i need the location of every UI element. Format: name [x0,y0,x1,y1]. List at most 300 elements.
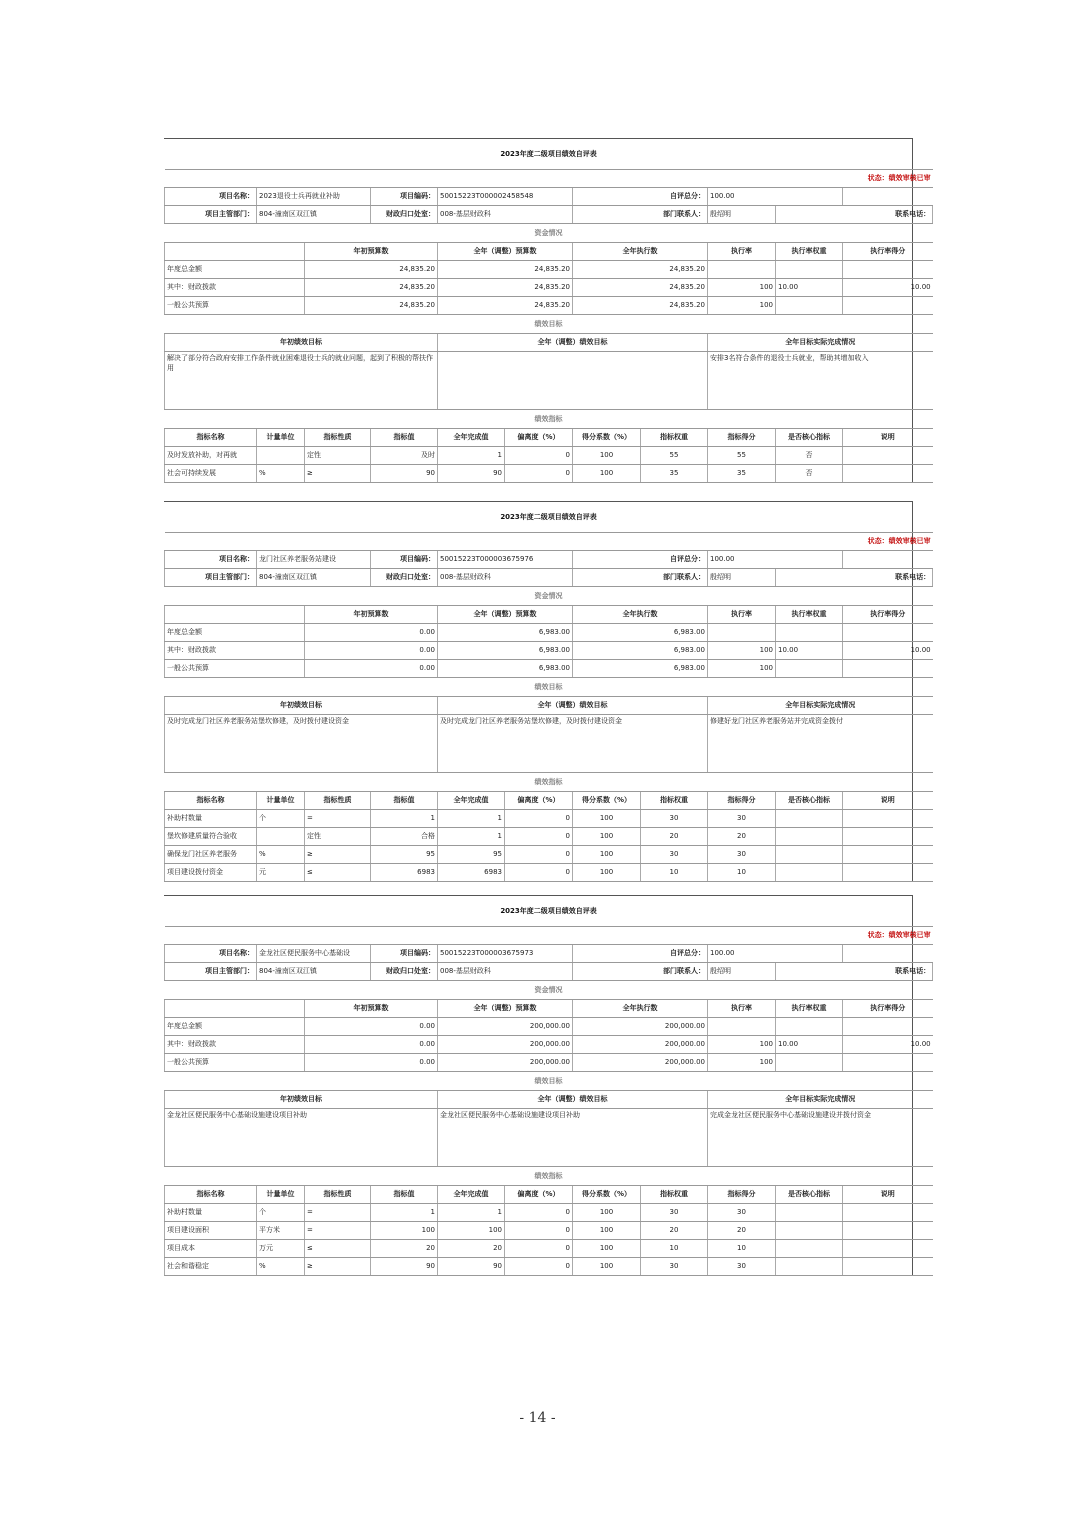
indicator-header: 全年完成值 [438,1186,505,1204]
funds-value [843,297,933,315]
indicator-cell: 6983 [438,864,505,882]
indicator-cell: 30 [641,846,708,864]
contact-person-value: 殷绍明 [708,206,776,224]
indicator-cell: 0 [505,810,573,828]
indicator-cell: 1 [438,447,505,465]
performance-form [164,895,931,1276]
funds-value [843,1018,933,1036]
funds-value [843,624,933,642]
goal-header: 全年目标实际完成情况 [708,1091,933,1109]
indicator-cell: 10 [708,864,776,882]
funds-value: 6,983.00 [573,624,708,642]
funds-value: 24,835.20 [573,297,708,315]
funds-value [708,1018,776,1036]
funds-value: 0.00 [305,1054,438,1072]
funds-value: 6,983.00 [573,642,708,660]
funds-header: 全年执行数 [573,606,708,624]
label-phone: 联系电话： [776,206,933,224]
indicator-header: 全年完成值 [438,792,505,810]
label-project-name: 项目名称： [165,188,257,206]
indicator-cell: 100 [573,810,641,828]
indicator-cell: = [305,810,371,828]
funds-value [776,297,843,315]
label-project-name: 项目名称： [165,551,257,569]
indicator-cell [843,828,933,846]
indicator-cell: 100 [573,828,641,846]
funds-value: 0.00 [305,624,438,642]
indicator-cell: 否 [776,465,843,483]
label-self-score: 自评总分： [573,945,708,963]
section-funds: 资金情况 [165,587,933,606]
indicator-header: 是否核心指标 [776,429,843,447]
indicator-cell [843,1204,933,1222]
status-badge: 状态：绩效审核已审 [165,927,933,945]
project-name-value: 2023退役士兵再就业补助 [257,188,371,206]
funds-value: 200,000.00 [438,1036,573,1054]
indicator-cell: 0 [505,1240,573,1258]
indicator-cell [843,1258,933,1276]
funds-value: 10.00 [776,1036,843,1054]
finance-office-value: 008-基层财政科 [438,569,573,587]
self-score-value: 100.00 [708,945,843,963]
section-goals: 绩效目标 [165,678,933,697]
indicator-cell: 及时发放补助，对再就 [165,447,257,465]
section-goals: 绩效目标 [165,315,933,334]
funds-value [776,660,843,678]
indicator-cell: 1 [438,828,505,846]
indicator-cell: 0 [505,1222,573,1240]
indicator-cell: 社会可持续发展 [165,465,257,483]
funds-header: 全年执行数 [573,1000,708,1018]
funds-value [843,1054,933,1072]
funds-row-label: 一般公共预算 [165,660,305,678]
indicator-cell: 100 [573,864,641,882]
indicator-cell: 合格 [371,828,438,846]
label-finance-office: 财政归口处室： [371,569,438,587]
finance-office-value: 008-基层财政科 [438,206,573,224]
funds-value: 0.00 [305,1018,438,1036]
indicator-header: 指标得分 [708,1186,776,1204]
indicator-cell: 10 [641,1240,708,1258]
funds-header: 执行率权重 [776,243,843,261]
indicator-cell: 0 [505,447,573,465]
indicator-header: 得分系数（%） [573,1186,641,1204]
status-badge: 状态：绩效审核已审 [165,533,933,551]
indicator-header: 指标名称 [165,792,257,810]
indicator-cell: 100 [573,846,641,864]
indicator-cell: 1 [371,1204,438,1222]
contact-person-value: 殷绍明 [708,963,776,981]
indicator-header: 指标名称 [165,1186,257,1204]
goal-header: 全年（调整）绩效目标 [438,334,708,352]
indicator-cell: 100 [573,465,641,483]
funds-header: 执行率权重 [776,606,843,624]
indicator-cell: 补助村数量 [165,810,257,828]
indicator-cell [843,465,933,483]
funds-value: 200,000.00 [573,1018,708,1036]
label-phone: 联系电话： [776,569,933,587]
funds-value [843,660,933,678]
funds-value: 200,000.00 [438,1018,573,1036]
indicator-cell [776,810,843,828]
indicator-cell: 1 [438,1204,505,1222]
indicator-cell [776,846,843,864]
project-code-value: 50015223T000003675973 [438,945,573,963]
indicator-cell: 10 [641,864,708,882]
indicator-cell: 90 [438,465,505,483]
indicator-header: 偏离度（%） [505,792,573,810]
indicator-cell: 万元 [257,1240,305,1258]
funds-header: 执行率 [708,1000,776,1018]
indicator-cell [776,1240,843,1258]
funds-value [776,1054,843,1072]
indicator-cell: 项目成本 [165,1240,257,1258]
section-funds: 资金情况 [165,981,933,1000]
indicator-cell: ≤ [305,864,371,882]
indicator-cell: 95 [438,846,505,864]
indicator-cell: 补助村数量 [165,1204,257,1222]
goal-header: 全年（调整）绩效目标 [438,1091,708,1109]
indicator-cell: 定性 [305,447,371,465]
indicator-cell: ≥ [305,846,371,864]
table-row [165,846,933,864]
dept-value: 804-潼南区双江镇 [257,206,371,224]
indicator-cell: 30 [641,1258,708,1276]
funds-value: 24,835.20 [573,261,708,279]
contact-person-value: 殷绍明 [708,569,776,587]
form-title: 2023年度二级项目绩效自评表 [165,502,933,533]
indicator-header: 说明 [843,1186,933,1204]
label-dept: 项目主管部门： [165,569,257,587]
indicator-cell: % [257,1258,305,1276]
indicator-header: 指标性质 [305,429,371,447]
indicator-cell: 10 [708,1240,776,1258]
goal-text: 金龙社区便民服务中心基础设施建设项目补助 [165,1109,438,1167]
funds-value: 6,983.00 [438,660,573,678]
indicator-cell: 90 [438,1258,505,1276]
funds-header: 年初预算数 [305,243,438,261]
funds-value [708,261,776,279]
indicator-cell: 100 [573,1204,641,1222]
funds-header: 执行率得分 [843,1000,933,1018]
table-row [165,864,933,882]
indicator-cell [776,1258,843,1276]
goal-text: 金龙社区便民服务中心基础设施建设项目补助 [438,1109,708,1167]
funds-row-label: 其中：财政拨款 [165,279,305,297]
page-number: - 14 - [519,1410,556,1426]
goal-text [438,352,708,410]
funds-header-blank [165,243,305,261]
funds-value [843,261,933,279]
label-self-score: 自评总分： [573,551,708,569]
funds-value [776,261,843,279]
indicator-cell: 20 [371,1240,438,1258]
indicator-cell [843,1240,933,1258]
funds-value: 0.00 [305,1036,438,1054]
indicator-header: 是否核心指标 [776,1186,843,1204]
indicator-header: 指标权重 [641,1186,708,1204]
indicator-cell: 100 [438,1222,505,1240]
indicator-header: 计量单位 [257,429,305,447]
indicator-cell: 确保龙门社区养老服务 [165,846,257,864]
indicator-cell: ≥ [305,1258,371,1276]
indicator-cell [843,447,933,465]
section-indicators: 绩效指标 [165,1167,933,1186]
funds-value: 100 [708,660,776,678]
funds-header: 执行率权重 [776,1000,843,1018]
indicator-cell: 100 [573,1240,641,1258]
funds-value: 6,983.00 [438,642,573,660]
funds-value [708,624,776,642]
table-row [165,828,933,846]
indicator-cell: % [257,465,305,483]
goal-header: 年初绩效目标 [165,334,438,352]
indicator-cell: 20 [708,1222,776,1240]
funds-row-label: 一般公共预算 [165,297,305,315]
indicator-cell: 个 [257,1204,305,1222]
self-score-value: 100.00 [708,188,843,206]
funds-value: 100 [708,1054,776,1072]
funds-value: 100 [708,297,776,315]
indicator-header: 指标权重 [641,792,708,810]
label-project-code: 项目编码： [371,551,438,569]
funds-row-label: 其中：财政拨款 [165,1036,305,1054]
dept-value: 804-潼南区双江镇 [257,963,371,981]
label-dept: 项目主管部门： [165,963,257,981]
indicator-header: 指标名称 [165,429,257,447]
indicator-cell [776,1222,843,1240]
indicator-cell: 35 [641,465,708,483]
project-name-value: 金龙社区便民服务中心基础设 [257,945,371,963]
form-title: 2023年度二级项目绩效自评表 [165,139,933,170]
indicator-header: 计量单位 [257,1186,305,1204]
funds-value: 200,000.00 [438,1054,573,1072]
indicator-header: 偏离度（%） [505,429,573,447]
funds-header: 年初预算数 [305,606,438,624]
indicator-cell: 90 [371,465,438,483]
funds-header-blank [165,1000,305,1018]
funds-value: 200,000.00 [573,1036,708,1054]
indicator-header: 指标性质 [305,1186,371,1204]
goal-header: 年初绩效目标 [165,697,438,715]
empty-cell [843,551,933,569]
indicator-cell: 55 [708,447,776,465]
indicator-header: 计量单位 [257,792,305,810]
indicator-header: 指标性质 [305,792,371,810]
project-code-value: 50015223T000002458548 [438,188,573,206]
funds-header-blank [165,606,305,624]
indicator-header: 得分系数（%） [573,792,641,810]
indicator-cell: 1 [438,810,505,828]
goal-header: 全年目标实际完成情况 [708,334,933,352]
funds-row-label: 年度总金额 [165,1018,305,1036]
indicator-header: 说明 [843,792,933,810]
indicator-cell: 95 [371,846,438,864]
funds-value: 6,983.00 [438,624,573,642]
indicator-cell: ≥ [305,465,371,483]
funds-header: 全年执行数 [573,243,708,261]
table-row [165,1258,933,1276]
indicator-header: 指标值 [371,1186,438,1204]
indicator-cell: 30 [708,846,776,864]
funds-value: 0.00 [305,660,438,678]
indicator-header: 是否核心指标 [776,792,843,810]
indicator-cell [843,1222,933,1240]
label-phone: 联系电话： [776,963,933,981]
indicator-cell: ≤ [305,1240,371,1258]
funds-value: 24,835.20 [573,279,708,297]
section-goals: 绩效目标 [165,1072,933,1091]
funds-value: 10.00 [843,1036,933,1054]
funds-header: 年初预算数 [305,1000,438,1018]
funds-value: 24,835.20 [438,297,573,315]
indicator-cell: 0 [505,1258,573,1276]
funds-value: 24,835.20 [305,261,438,279]
indicator-header: 得分系数（%） [573,429,641,447]
indicator-cell: 30 [708,810,776,828]
indicator-cell [257,447,305,465]
label-finance-office: 财政归口处室： [371,963,438,981]
indicator-cell: 20 [438,1240,505,1258]
funds-value: 10.00 [843,279,933,297]
indicator-cell: 100 [371,1222,438,1240]
section-funds: 资金情况 [165,224,933,243]
goal-text: 完成金龙社区便民服务中心基础设施建设并拨付资金 [708,1109,933,1167]
indicator-header: 指标得分 [708,429,776,447]
indicator-cell: 平方米 [257,1222,305,1240]
indicator-cell: 0 [505,846,573,864]
goal-text: 及时完成龙门社区养老服务站堡坎修建，及时拨付建设资金 [438,715,708,773]
indicator-cell: 堡坎修建质量符合验收 [165,828,257,846]
funds-value [776,624,843,642]
dept-value: 804-潼南区双江镇 [257,569,371,587]
indicator-cell [843,810,933,828]
funds-value: 24,835.20 [438,279,573,297]
label-contact-person: 部门联系人： [573,206,708,224]
indicator-cell [776,828,843,846]
label-project-name: 项目名称： [165,945,257,963]
funds-value: 100 [708,1036,776,1054]
table-row [165,1204,933,1222]
indicator-cell: 项目建设面积 [165,1222,257,1240]
indicator-cell: 0 [505,828,573,846]
label-contact-person: 部门联系人： [573,569,708,587]
indicator-cell: 30 [641,1204,708,1222]
label-project-code: 项目编码： [371,188,438,206]
indicator-cell: 30 [708,1204,776,1222]
indicator-cell: = [305,1204,371,1222]
indicator-cell: 90 [371,1258,438,1276]
indicator-header: 指标得分 [708,792,776,810]
label-finance-office: 财政归口处室： [371,206,438,224]
funds-header: 全年（调整）预算数 [438,606,573,624]
funds-value: 100 [708,642,776,660]
table-row [165,1240,933,1258]
funds-value: 100 [708,279,776,297]
project-code-value: 50015223T000003675976 [438,551,573,569]
table-row [165,1222,933,1240]
indicator-cell: 元 [257,864,305,882]
table-row [165,465,933,483]
indicator-header: 指标权重 [641,429,708,447]
empty-cell [843,945,933,963]
indicator-cell: 100 [573,447,641,465]
funds-value: 10.00 [843,642,933,660]
indicator-cell: 20 [641,828,708,846]
funds-value: 24,835.20 [305,279,438,297]
indicator-cell: 0 [505,1204,573,1222]
project-name-value: 龙门社区养老服务站建设 [257,551,371,569]
indicator-cell: 20 [641,1222,708,1240]
funds-value: 24,835.20 [438,261,573,279]
self-score-value: 100.00 [708,551,843,569]
funds-row-label: 年度总金额 [165,261,305,279]
funds-value: 24,835.20 [305,297,438,315]
goal-header: 全年目标实际完成情况 [708,697,933,715]
funds-row-label: 年度总金额 [165,624,305,642]
goal-text: 安排3名符合条件的退役士兵就业，帮助其增加收入 [708,352,933,410]
funds-value: 0.00 [305,642,438,660]
funds-value: 10.00 [776,642,843,660]
indicator-cell [843,864,933,882]
indicator-cell: 否 [776,447,843,465]
section-indicators: 绩效指标 [165,410,933,429]
indicator-cell: 个 [257,810,305,828]
indicator-cell: 30 [708,1258,776,1276]
performance-form [164,138,931,483]
indicator-cell [843,846,933,864]
funds-row-label: 一般公共预算 [165,1054,305,1072]
indicator-cell: 30 [641,810,708,828]
funds-value: 10.00 [776,279,843,297]
indicator-header: 指标值 [371,429,438,447]
indicator-cell [776,864,843,882]
indicator-header: 说明 [843,429,933,447]
label-self-score: 自评总分： [573,188,708,206]
goal-text: 解决了部分符合政府安排工作条件就业困难退役士兵的就业问题，起到了积极的帮扶作用 [165,352,438,410]
indicator-cell: 6983 [371,864,438,882]
indicator-cell: 项目建设拨付资金 [165,864,257,882]
indicator-header: 全年完成值 [438,429,505,447]
indicator-cell: 100 [573,1258,641,1276]
indicator-cell: 0 [505,864,573,882]
funds-row-label: 其中：财政拨款 [165,642,305,660]
indicator-cell: 20 [708,828,776,846]
indicator-cell: 100 [573,1222,641,1240]
indicator-cell: 55 [641,447,708,465]
indicator-cell: 定性 [305,828,371,846]
goal-text: 修建好龙门社区养老服务站并完成资金拨付 [708,715,933,773]
funds-header: 全年（调整）预算数 [438,243,573,261]
label-project-code: 项目编码： [371,945,438,963]
table-row [165,810,933,828]
empty-cell [843,188,933,206]
indicator-cell: 1 [371,810,438,828]
section-indicators: 绩效指标 [165,773,933,792]
goal-header: 全年（调整）绩效目标 [438,697,708,715]
funds-header: 执行率得分 [843,243,933,261]
indicator-cell [257,828,305,846]
indicator-cell: 35 [708,465,776,483]
indicator-header: 指标值 [371,792,438,810]
indicator-cell [776,1204,843,1222]
indicator-cell: % [257,846,305,864]
goal-text: 及时完成龙门社区养老服务站堡坎修建，及时拨付建设资金 [165,715,438,773]
label-dept: 项目主管部门： [165,206,257,224]
table-row [165,447,933,465]
form-title: 2023年度二级项目绩效自评表 [165,896,933,927]
funds-value: 6,983.00 [573,660,708,678]
